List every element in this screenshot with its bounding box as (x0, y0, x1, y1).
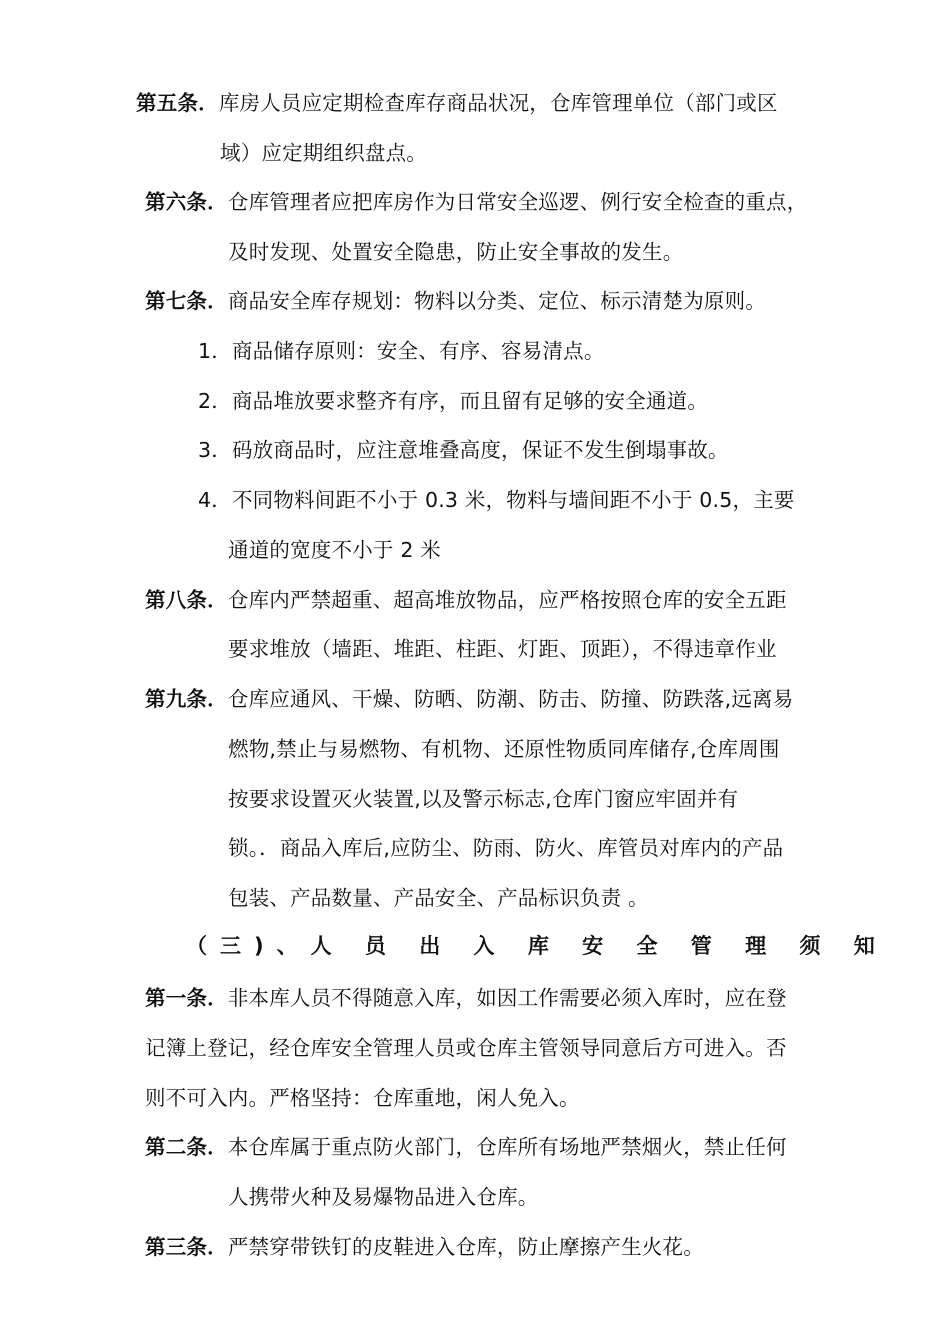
article-7-text: 商品安全库存规划：物料以分类、定位、标示清楚为原则。 (227, 289, 767, 313)
article-5-label: 第五条． (136, 91, 219, 115)
article-5-text: 库房人员应定期检查库存商品状况，仓库管理单位（部门或区 (218, 91, 778, 115)
article-9-text: 仓库应通风、干燥、防晒、防潮、防击、防撞、防跌落,远离易 (227, 687, 794, 711)
article-7-item-4: 4．不同物料间距不小于 0.3 米，物料与墙间距不小于 0.5，主要 (198, 488, 795, 512)
article-7-label: 第七条． (145, 289, 228, 313)
article-8-label: 第八条． (145, 588, 228, 612)
section3-article-1 (145, 985, 787, 1011)
article-6-label: 第六条． (145, 190, 228, 214)
article-9-label: 第九条． (145, 687, 228, 711)
article-6 (145, 189, 807, 215)
article-5 (136, 90, 778, 116)
article-7-item-3: 3．码放商品时，应注意堆叠高度，保证不发生倒塌事故。 (198, 438, 729, 462)
section3-article-2 (145, 1134, 787, 1160)
section3-article-2-label: 第二条． (145, 1135, 228, 1159)
section3-article-3-text: 严禁穿带铁钉的皮鞋进入仓库，防止摩擦产生火花。 (227, 1235, 704, 1259)
article-8-continuation: 要求堆放（墙距、堆距、柱距、灯距、顶距），不得违章作业 (228, 637, 777, 661)
article-9 (145, 686, 793, 712)
section3-article-2-continuation: 人携带火种及易爆物品进入仓库。 (228, 1185, 539, 1209)
section3-article-1-line-3: 则不可入内。严格坚持：仓库重地，闲人免入。 (145, 1086, 580, 1110)
article-8 (145, 587, 787, 613)
section3-article-3 (145, 1234, 704, 1260)
article-7-item-1: 1．商品储存原则：安全、有序、容易清点。 (198, 339, 605, 363)
section-heading: （三)、人 员 出 入 库 安 全 管 理 须 知 (186, 934, 888, 958)
article-7-item-4-continuation: 通道的宽度不小于 2 米 (228, 538, 441, 562)
section3-article-1-line-2: 记簿上登记，经仓库安全管理人员或仓库主管领导同意后方可进入。否 (145, 1036, 787, 1060)
article-9-line-5: 包装、产品数量、产品安全、产品标识负责 。 (228, 886, 649, 910)
article-9-line-3: 按要求设置灭火装置,以及警示标志,仓库门窗应牢固并有 (228, 787, 739, 811)
section3-article-3-label: 第三条． (145, 1235, 228, 1259)
article-9-line-2: 燃物,禁止与易燃物、有机物、还原性物质同库储存,仓库周围 (228, 737, 780, 761)
section3-article-1-text: 非本库人员不得随意入库，如因工作需要必须入库时，应在登 (227, 986, 787, 1010)
article-8-text: 仓库内严禁超重、超高堆放物品，应严格按照仓库的安全五距 (227, 588, 787, 612)
article-6-continuation: 及时发现、处置安全隐患，防止安全事故的发生。 (228, 240, 684, 264)
article-5-continuation: 域）应定期组织盘点。 (220, 141, 427, 165)
article-7 (145, 288, 766, 314)
article-7-item-2: 2．商品堆放要求整齐有序，而且留有足够的安全通道。 (198, 389, 709, 413)
article-6-text: 仓库管理者应把库房作为日常安全巡逻、例行安全检查的重点， (227, 190, 808, 214)
article-9-line-4: 锁。．商品入库后,应防尘、防雨、防火、库管员对库内的产品 (228, 836, 784, 860)
section3-article-2-text: 本仓库属于重点防火部门，仓库所有场地严禁烟火，禁止任何 (227, 1135, 787, 1159)
section3-article-1-label: 第一条． (145, 986, 228, 1010)
